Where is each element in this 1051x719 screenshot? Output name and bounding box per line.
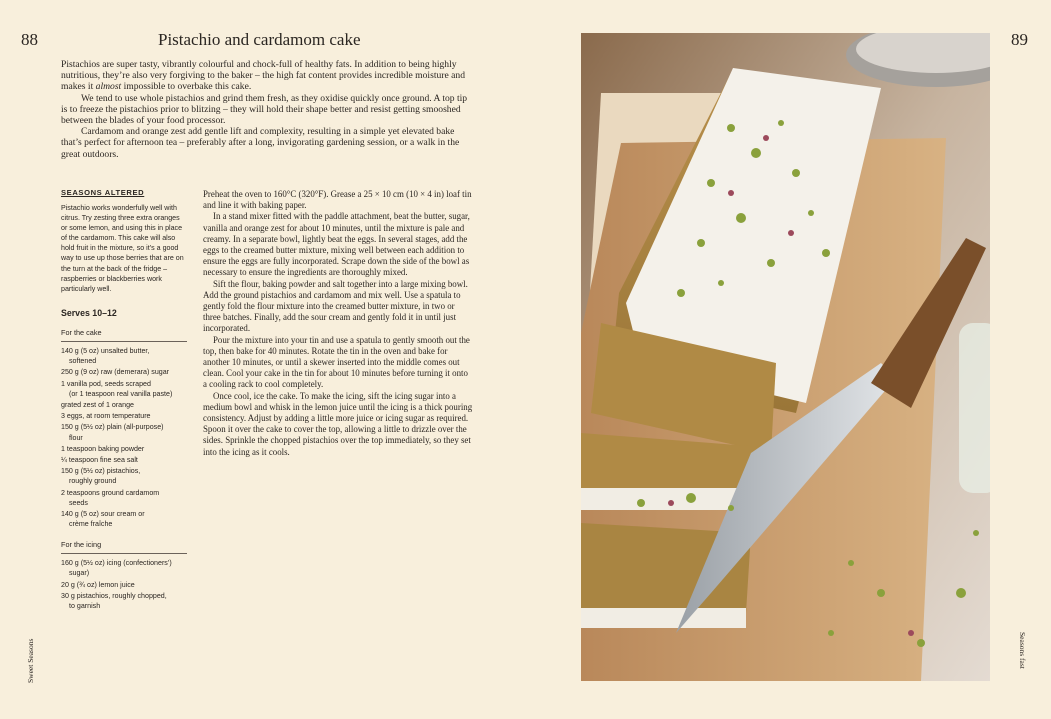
serves-label: Serves 10–12 [61,307,117,318]
ingredient-item [61,488,187,508]
ingredient-continuation: to garnish [69,602,101,611]
cake-photo [581,33,990,681]
ingredient-main: 2 teaspoons ground cardamom [61,488,160,497]
ingredient-item [61,466,187,486]
ingredient-continuation: roughly ground [69,477,117,486]
ingredient-main: 140 g (5 oz) sour cream or [61,510,145,519]
ingredient-main: 150 g (5½ oz) plain (all-purpose) [61,423,164,432]
method-paragraph: Once cool, ice the cake. To make the icing, sift the icing sugar into a medium bowl and whisk in the lemon juice until the icing is a thick pouring consistency. Adjust by adding a little more juice or icing sugar as required. Spoon it over the cake to cover the top, allowing a little to drizzle over the sides. Sprinkle the chopped pistachios over the top immediately, so they set into the icing as it cools. [203,390,473,457]
icing-ingredients-heading: For the icing [61,540,187,554]
ingredient-main: 250 g (9 oz) raw (demerara) sugar [61,368,170,377]
ingredient-item [61,509,187,529]
ingredient-main: ¼ teaspoon fine sea salt [61,456,138,465]
cake-illustration [581,33,990,681]
method-paragraph: In a stand mixer fitted with the paddle attachment, beat the butter, sugar, vanilla and orange zest for about 10 minutes, until the mixture is pale and creamy. In a separate bowl, lightly beat the eggs. In several stages, add the eggs to the creamed butter mixture, mixing well between each addition to ensure the eggs are fully incorporated. Scrape down the side of the bowl as necessary to ensure the ingredients are thoroughly mixed. [203,211,470,278]
ingredient-main: grated zest of 1 orange [61,400,134,409]
running-footer-right: Seasons fast [1018,632,1027,669]
ingredient-main: 150 g (5½ oz) pistachios, [61,467,141,476]
cake-ingredients-heading: For the cake [61,328,187,342]
running-footer-left: Sweet Seasons [26,638,35,683]
ingredient-item [61,422,187,442]
intro-paragraph-3: Cardamom and orange zest add gentle lift and complexity, resulting in a simple yet elevated bake that’s perfect for afternoon tea – preferably after a long, invigorating gardening session, or a walk in the great outdoors. [61,126,460,160]
seasons-altered-heading: SEASONS ALTERED [61,188,145,197]
method-paragraph: Pour the mixture into your tin and use a spatula to gently smooth out the top, then bake for 40 minutes. Rotate the tin in the oven and bake for another 10 minutes, or until a skewer inserted into the middle comes out clean. Cool your cake in the tin for about 10 minutes before turning it onto a cooling rack to cool completely. [203,334,470,390]
ingredient-item [61,400,187,410]
ingredient-continuation: softened [69,356,97,365]
ingredient-continuation: flour [69,433,83,442]
intro-paragraph-2: We tend to use whole pistachios and grind them fresh, as they oxidise quickly once ground. A top tip is to freeze the pistachios prior to blitzing – they will hold their shape better and resist getting smooshed between the blades of your food processor. [61,92,468,127]
ingredient-main: 3 eggs, at room temperature [61,412,151,421]
cake-ingredients-list [61,346,187,529]
ingredient-main: 1 teaspoon baking powder [61,444,145,453]
sidebar [61,188,187,612]
ingredient-main: 20 g (¾ oz) lemon juice [61,580,135,589]
ingredient-item [61,591,187,611]
ingredient-main: 1 vanilla pod, seeds scraped [61,379,151,388]
ingredient-main: 30 g pistachios, roughly chopped, [61,591,167,600]
ingredient-item [61,558,187,578]
ingredient-continuation: seeds [69,498,88,507]
ingredient-item [61,346,187,366]
ingredient-main: 160 g (5½ oz) icing (confectioners’) [61,559,172,568]
method-paragraph: Sift the flour, baking powder and salt together into a large mixing bowl. Add the ground pistachios and cardamom and mix well. Use a spatula to gently fold the flour mixture into the creamed butter mixture, in two or three batches. Finally, add the sour cream and gently fold it in until just incorporated. [203,278,468,334]
icing-ingredients-list [61,558,187,611]
seasons-altered-text: Pistachio works wonderfully well with citrus. Try zesting three extra oranges or some lemon, and using this in place of the cardamom. This cake will also hold fruit in the mixture, so it’s a good way to use up those berries that are on the turn at the back of the fridge – raspberries or blackberries work particularly well. [61,204,184,293]
ingredient-item [61,367,187,377]
method-text [203,189,474,458]
ingredient-item [61,411,187,421]
intro-paragraph-1: Pistachios are super tasty, vibrantly colourful and chock-full of healthy fats. In addition to being highly nutritious, they’re also very forgiving to the baker – the high fat content provides incredible moisture and makes it almost impossible to overbake this cake. [61,59,465,93]
ingredient-item [61,444,187,454]
page-number-left: 88 [21,30,38,49]
method-paragraph: Preheat the oven to 160°C (320°F). Grease a 25 × 10 cm (10 × 4 in) loaf tin and line it with baking paper. [203,189,472,211]
page-number-right: 89 [1011,30,1028,49]
recipe-title: Pistachio and cardamom cake [158,30,361,49]
ingredient-continuation: crème fraîche [69,520,113,529]
ingredient-continuation: sugar) [69,569,90,578]
ingredient-item [61,379,187,399]
ingredient-main: 140 g (5 oz) unsalted butter, [61,346,150,355]
ingredient-item [61,580,187,590]
ingredient-continuation: (or 1 teaspoon real vanilla paste) [69,389,173,398]
ingredient-item [61,455,187,465]
intro-text [61,59,473,160]
